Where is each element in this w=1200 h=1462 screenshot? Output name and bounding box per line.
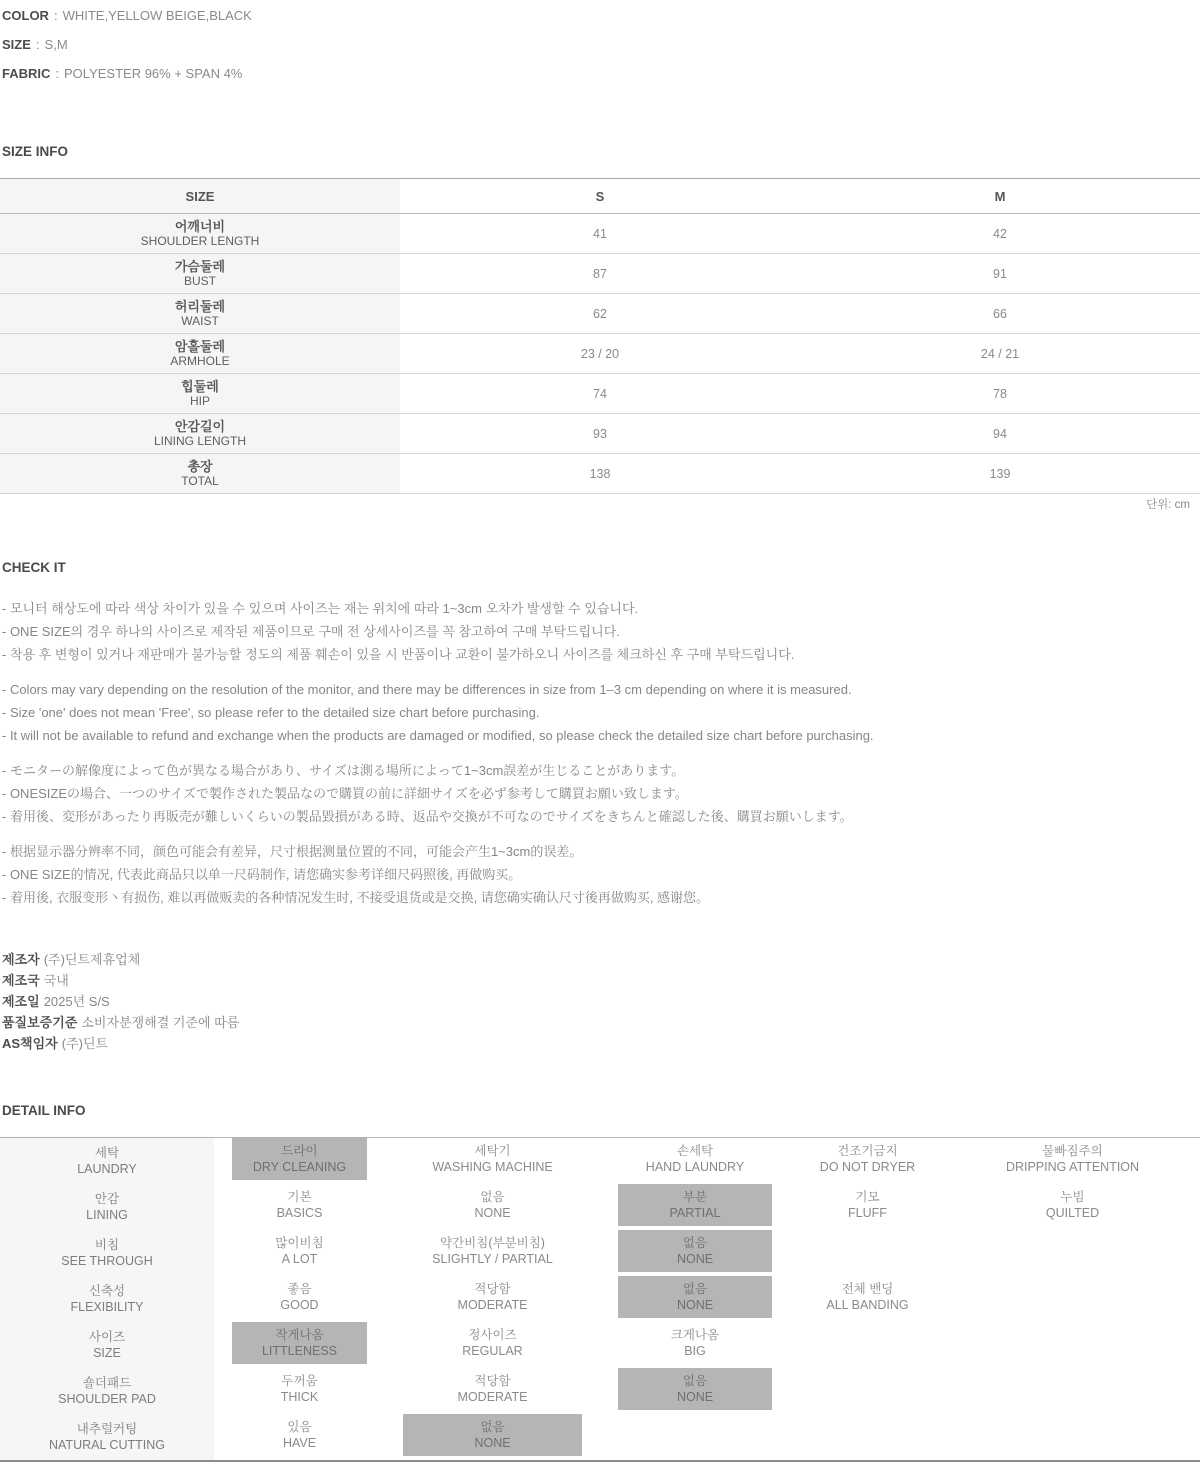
detail-label-ko: 세탁 (94, 1146, 120, 1160)
detail-option (403, 1276, 582, 1318)
check-note-line: - 착용 후 변형이 있거나 재판매가 불가능할 정도의 제품 훼손이 있을 시 반품이나 교환이 불가하오니 사이즈를 체크하신 후 구매 부탁드립니다. (2, 647, 795, 662)
detail-option-cell (600, 1184, 790, 1230)
size-row-label-en: LINING LENGTH (153, 434, 246, 448)
size-row-label (0, 254, 400, 293)
size-info-heading: SIZE INFO (2, 144, 69, 159)
manufacturer-label: 제조자 (2, 952, 40, 967)
detail-option-en: THICK (280, 1390, 319, 1404)
detail-option-cell (214, 1230, 385, 1276)
detail-option (403, 1230, 582, 1272)
detail-option-ko: 없음 (480, 1420, 505, 1434)
spec-color-label: COLOR (2, 8, 49, 23)
detail-option-en: GOOD (280, 1298, 319, 1312)
manufacturer-line (2, 1033, 1200, 1054)
detail-option-ko: 약간비침(부분비침) (440, 1236, 545, 1250)
check-note-line: - Colors may vary depending on the resolution of the monitor, and there may be differences in size from 1–3 cm depending on where it is measured. (2, 682, 852, 697)
manufacturer-info (2, 949, 1200, 1054)
check-note-line: - 着用後, 衣服变形丶有损伤, 难以再做贩卖的各种情况发生时, 不接受退货或是交换, 请您确实确认尺寸後再做购买, 感谢您。 (2, 890, 710, 905)
detail-option-ko: 많이비침 (275, 1236, 324, 1250)
detail-option-cell (600, 1322, 790, 1368)
detail-label-en: SEE THROUGH (61, 1254, 153, 1268)
detail-option-en: NONE (676, 1298, 714, 1312)
detail-option-cell (600, 1368, 790, 1414)
detail-option-cell (945, 1138, 1200, 1184)
spec-fabric (2, 59, 1200, 88)
size-row-label-en: BUST (183, 274, 216, 288)
detail-row-label (0, 1230, 214, 1276)
detail-option-ko: 적당함 (474, 1374, 511, 1388)
detail-option-en: ALL BANDING (826, 1298, 909, 1312)
detail-option-en: QUILTED (1045, 1206, 1100, 1220)
manufacturer-label: AS책임자 (2, 1036, 58, 1051)
spec-color-value: WHITE,YELLOW BEIGE,BLACK (62, 8, 252, 23)
detail-option (232, 1184, 367, 1226)
size-value-s: 23 / 20 (580, 346, 620, 361)
detail-option (618, 1322, 772, 1364)
detail-row-label (0, 1276, 214, 1322)
size-row-label (0, 294, 400, 333)
detail-option-en: LITTLENESS (261, 1344, 338, 1358)
detail-label-ko: 사이즈 (88, 1330, 126, 1344)
size-row-label-ko: 안감길이 (174, 419, 226, 434)
spec-fabric-value: POLYESTER 96% + SPAN 4% (64, 66, 243, 81)
manufacturer-value: (주)딘트제휴업체 (43, 952, 141, 967)
detail-option-ko: 좋음 (287, 1282, 312, 1296)
detail-option-ko: 두꺼움 (281, 1374, 318, 1388)
size-row-label-ko: 암홀둘레 (174, 339, 226, 354)
detail-option-selected (618, 1368, 772, 1410)
manufacturer-label: 품질보증기준 (2, 1015, 78, 1030)
detail-label-en: NATURAL CUTTING (49, 1438, 165, 1452)
detail-option (618, 1138, 772, 1180)
size-row-label-ko: 총장 (187, 459, 213, 474)
detail-option-ko: 드라이 (281, 1144, 318, 1158)
size-table-row (0, 414, 1200, 454)
detail-option (808, 1184, 927, 1226)
size-value-m: 42 (993, 226, 1007, 241)
size-value-s: 62 (593, 306, 607, 321)
detail-label-ko: 신축성 (88, 1284, 126, 1298)
detail-option-ko: 누빔 (1060, 1190, 1085, 1204)
detail-option-en: NONE (676, 1252, 714, 1266)
detail-option-cell (214, 1184, 385, 1230)
detail-option-ko: 적당함 (474, 1282, 511, 1296)
detail-row-label (0, 1414, 214, 1460)
size-table-header-cell: S (595, 188, 605, 204)
detail-option (232, 1414, 367, 1456)
size-row-label-ko: 어깨너비 (174, 219, 226, 234)
detail-option-ko: 세탁기 (474, 1144, 511, 1158)
check-note-line: - It will not be available to refund and exchange when the products are damaged or modified, so please check the detailed size chart before purchasing. (2, 728, 874, 743)
detail-option-selected (232, 1138, 367, 1180)
detail-row (0, 1230, 1200, 1276)
size-row-label (0, 214, 400, 253)
detail-row (0, 1368, 1200, 1414)
check-note-line: - Size 'one' does not mean 'Free', so please refer to the detailed size chart before purchasing. (2, 705, 540, 720)
detail-option-cell (214, 1276, 385, 1322)
detail-option-cell (790, 1368, 945, 1414)
check-note-line: - 모니터 해상도에 따라 색상 차이가 있을 수 있으며 사이즈는 재는 위치에 따라 1~3cm 오차가 발생할 수 있습니다. (2, 601, 639, 616)
size-table-row (0, 374, 1200, 414)
size-value-s: 74 (593, 386, 607, 401)
size-table-row (0, 334, 1200, 374)
detail-option-ko: 부분 (682, 1190, 708, 1204)
size-table-row (0, 294, 1200, 334)
detail-option-cell (790, 1230, 945, 1276)
detail-option-cell (214, 1368, 385, 1414)
size-unit-note: 단위: cm (1146, 499, 1190, 511)
detail-option-cell (945, 1230, 1200, 1276)
spec-size (2, 30, 1200, 59)
detail-option-en: HAVE (282, 1436, 317, 1450)
manufacturer-line (2, 949, 1200, 970)
product-specs (0, 0, 1200, 88)
check-note-line: - モニターの解像度によって色が異なる場合があり、サイズは測る場所によって1~3cm誤差が生じることがあります。 (2, 763, 685, 778)
detail-option-ko: 있음 (287, 1420, 312, 1434)
check-note-group (2, 840, 1200, 909)
size-row-label-en: HIP (189, 394, 210, 408)
detail-option-cell (214, 1322, 385, 1368)
detail-option (808, 1138, 927, 1180)
detail-option (403, 1368, 582, 1410)
detail-option-selected (618, 1184, 772, 1226)
detail-option-en: MODERATE (457, 1298, 528, 1312)
detail-option-cell (790, 1138, 945, 1184)
size-row-label-en: WAIST (181, 314, 219, 328)
detail-row (0, 1322, 1200, 1368)
detail-label-ko: 내추럴커팅 (76, 1422, 138, 1436)
detail-option-en: WASHING MACHINE (432, 1160, 553, 1174)
detail-info-heading: DETAIL INFO (2, 1103, 86, 1118)
check-note-group (2, 759, 1200, 828)
size-row-label (0, 374, 400, 413)
detail-option-cell (385, 1322, 600, 1368)
detail-option-ko: 없음 (682, 1236, 708, 1250)
detail-label-en: FLEXIBILITY (70, 1300, 144, 1314)
detail-option (808, 1276, 927, 1318)
size-value-m: 66 (993, 306, 1007, 321)
detail-option (963, 1184, 1182, 1226)
detail-info-table (0, 1137, 1200, 1462)
detail-label-en: SHOULDER PAD (58, 1392, 156, 1406)
spec-separator: : (55, 66, 60, 81)
check-note-group (2, 597, 1200, 666)
spec-separator: : (35, 37, 40, 52)
detail-option-en: DO NOT DRYER (819, 1160, 916, 1174)
check-note-line: - ONESIZEの場合、一つのサイズで製作された製品なので購買の前に詳細サイズを必ず参考して購買お願い致します。 (2, 786, 688, 801)
check-note-group (2, 678, 1200, 747)
detail-option-en: REGULAR (462, 1344, 523, 1358)
detail-option-en: DRY CLEANING (252, 1160, 347, 1174)
detail-option (232, 1230, 367, 1272)
detail-option-cell (385, 1230, 600, 1276)
check-note-line: - 根据显示器分辨率不同，颜色可能会有差异，尺寸根据测量位置的不同，可能会产生1~3cm的误差。 (2, 844, 583, 859)
detail-option-selected (618, 1230, 772, 1272)
detail-row-label (0, 1368, 214, 1414)
size-row-label (0, 414, 400, 453)
check-note-line: - 着用後、変形があったり再販売が難しいくらいの製品毀損がある時、返品や交換が不可なのでサイズをきちんと確認した後、購買お願いします。 (2, 809, 853, 824)
size-row-label-en: TOTAL (181, 474, 219, 488)
spec-size-value: S,M (44, 37, 68, 52)
check-it-paragraphs (2, 597, 1200, 909)
size-value-m: 24 / 21 (980, 346, 1020, 361)
detail-option-cell (600, 1138, 790, 1184)
size-row-label-en: SHOULDER LENGTH (140, 234, 260, 248)
detail-option-cell (945, 1184, 1200, 1230)
detail-option-ko: 물빠짐주의 (1042, 1144, 1103, 1158)
detail-option-cell (214, 1414, 385, 1460)
size-value-m: 78 (993, 386, 1007, 401)
size-row-label-ko: 허리둘레 (174, 299, 226, 314)
detail-option-cell (600, 1230, 790, 1276)
size-value-s: 93 (593, 426, 607, 441)
detail-option-cell (600, 1276, 790, 1322)
detail-option-cell (385, 1414, 600, 1460)
detail-option-ko: 없음 (682, 1374, 708, 1388)
spec-fabric-label: FABRIC (2, 66, 51, 81)
detail-option (403, 1138, 582, 1180)
size-row-label (0, 334, 400, 373)
spec-color (2, 1, 1200, 30)
detail-option-cell (945, 1322, 1200, 1368)
detail-option-cell (790, 1414, 945, 1460)
detail-option-cell (214, 1138, 385, 1184)
detail-option-cell (385, 1184, 600, 1230)
size-value-m: 94 (993, 426, 1007, 441)
detail-option-ko: 없음 (682, 1282, 708, 1296)
manufacturer-line (2, 991, 1200, 1012)
detail-option-en: MODERATE (457, 1390, 528, 1404)
size-table-row (0, 214, 1200, 254)
manufacturer-value: 국내 (43, 973, 69, 988)
detail-label-ko: 비침 (94, 1238, 120, 1252)
detail-option (403, 1184, 582, 1226)
detail-option-ko: 없음 (480, 1190, 505, 1204)
detail-option-cell (385, 1138, 600, 1184)
detail-option (232, 1276, 367, 1318)
detail-row-label (0, 1184, 214, 1230)
detail-option-cell (945, 1276, 1200, 1322)
size-table-header-cell: SIZE (0, 179, 400, 213)
detail-label-ko: 안감 (94, 1192, 120, 1206)
detail-option-en: A LOT (281, 1252, 318, 1266)
detail-option-ko: 손세탁 (676, 1144, 714, 1158)
detail-option-selected (403, 1414, 582, 1456)
size-value-m: 91 (993, 266, 1007, 281)
detail-label-en: LAUNDRY (77, 1162, 137, 1176)
detail-row (0, 1276, 1200, 1322)
check-it-heading: CHECK IT (2, 560, 66, 575)
manufacturer-label: 제조국 (2, 973, 40, 988)
spec-separator: : (53, 8, 58, 23)
manufacturer-value: 2025년 S/S (43, 994, 110, 1009)
detail-option-en: FLUFF (848, 1206, 887, 1220)
detail-option-cell (790, 1276, 945, 1322)
detail-option-selected (232, 1322, 367, 1364)
detail-row (0, 1138, 1200, 1184)
detail-option-cell (385, 1368, 600, 1414)
size-row-label-en: ARMHOLE (170, 354, 230, 368)
detail-label-en: LINING (86, 1208, 128, 1222)
check-note-line: - ONE SIZE의 경우 하나의 사이즈로 제작된 제품이므로 구매 전 상세사이즈를 꼭 참고하여 구매 부탁드립니다. (2, 624, 620, 639)
size-table-header-cell: M (994, 188, 1006, 204)
detail-label-en: SIZE (93, 1346, 121, 1360)
detail-option (963, 1138, 1182, 1180)
detail-row-label (0, 1322, 214, 1368)
detail-option-en: DRIPPING ATTENTION (1005, 1160, 1140, 1174)
detail-option-ko: 기본 (287, 1190, 312, 1204)
detail-row (0, 1184, 1200, 1230)
detail-option-cell (790, 1184, 945, 1230)
size-info-table (0, 178, 1200, 494)
detail-option-ko: 기모 (855, 1190, 880, 1204)
spec-size-label: SIZE (2, 37, 31, 52)
detail-option-selected (618, 1276, 772, 1318)
size-row-label-ko: 힙둘레 (181, 379, 219, 394)
check-note-line: - ONE SIZE的情况, 代表此商品只以单一尺码制作, 请您确实参考详细尺码照後, 再做购买。 (2, 867, 522, 882)
detail-row-label (0, 1138, 214, 1184)
detail-option-cell (385, 1276, 600, 1322)
manufacturer-value: (주)딘트 (61, 1036, 109, 1051)
size-value-s: 41 (593, 226, 607, 241)
detail-option (232, 1368, 367, 1410)
detail-option-ko: 정사이즈 (468, 1328, 517, 1342)
detail-option-cell (790, 1322, 945, 1368)
manufacturer-label: 제조일 (2, 994, 40, 1009)
detail-option-en: NONE (474, 1436, 511, 1450)
manufacturer-line (2, 1012, 1200, 1033)
size-value-m: 139 (989, 466, 1011, 481)
size-table-header-row (0, 179, 1200, 214)
size-row-label (0, 454, 400, 493)
detail-option-en: HAND LAUNDRY (645, 1160, 745, 1174)
detail-option-cell (600, 1414, 790, 1460)
detail-option-ko: 건조기금지 (837, 1144, 898, 1158)
size-value-s: 87 (593, 266, 607, 281)
detail-row (0, 1414, 1200, 1460)
size-row-label-ko: 가슴둘레 (174, 259, 226, 274)
detail-option-cell (945, 1368, 1200, 1414)
detail-option-en: NONE (676, 1390, 714, 1404)
detail-option-ko: 작게나옴 (275, 1328, 324, 1342)
size-value-s: 138 (589, 466, 611, 481)
size-table-row (0, 254, 1200, 294)
detail-option-en: SLIGHTLY / PARTIAL (432, 1252, 553, 1266)
manufacturer-value: 소비자분쟁해결 기준에 따름 (81, 1015, 240, 1030)
manufacturer-line (2, 970, 1200, 991)
detail-option (403, 1322, 582, 1364)
detail-option-en: BASICS (276, 1206, 323, 1220)
detail-option-en: BIG (684, 1344, 706, 1358)
detail-label-ko: 숄더패드 (82, 1376, 132, 1390)
size-table-row (0, 454, 1200, 494)
detail-option-en: PARTIAL (669, 1206, 721, 1220)
detail-option-cell (945, 1414, 1200, 1460)
detail-option-ko: 크게나옴 (670, 1328, 720, 1342)
detail-option-ko: 전체 밴딩 (841, 1282, 894, 1296)
detail-option-en: NONE (474, 1206, 511, 1220)
